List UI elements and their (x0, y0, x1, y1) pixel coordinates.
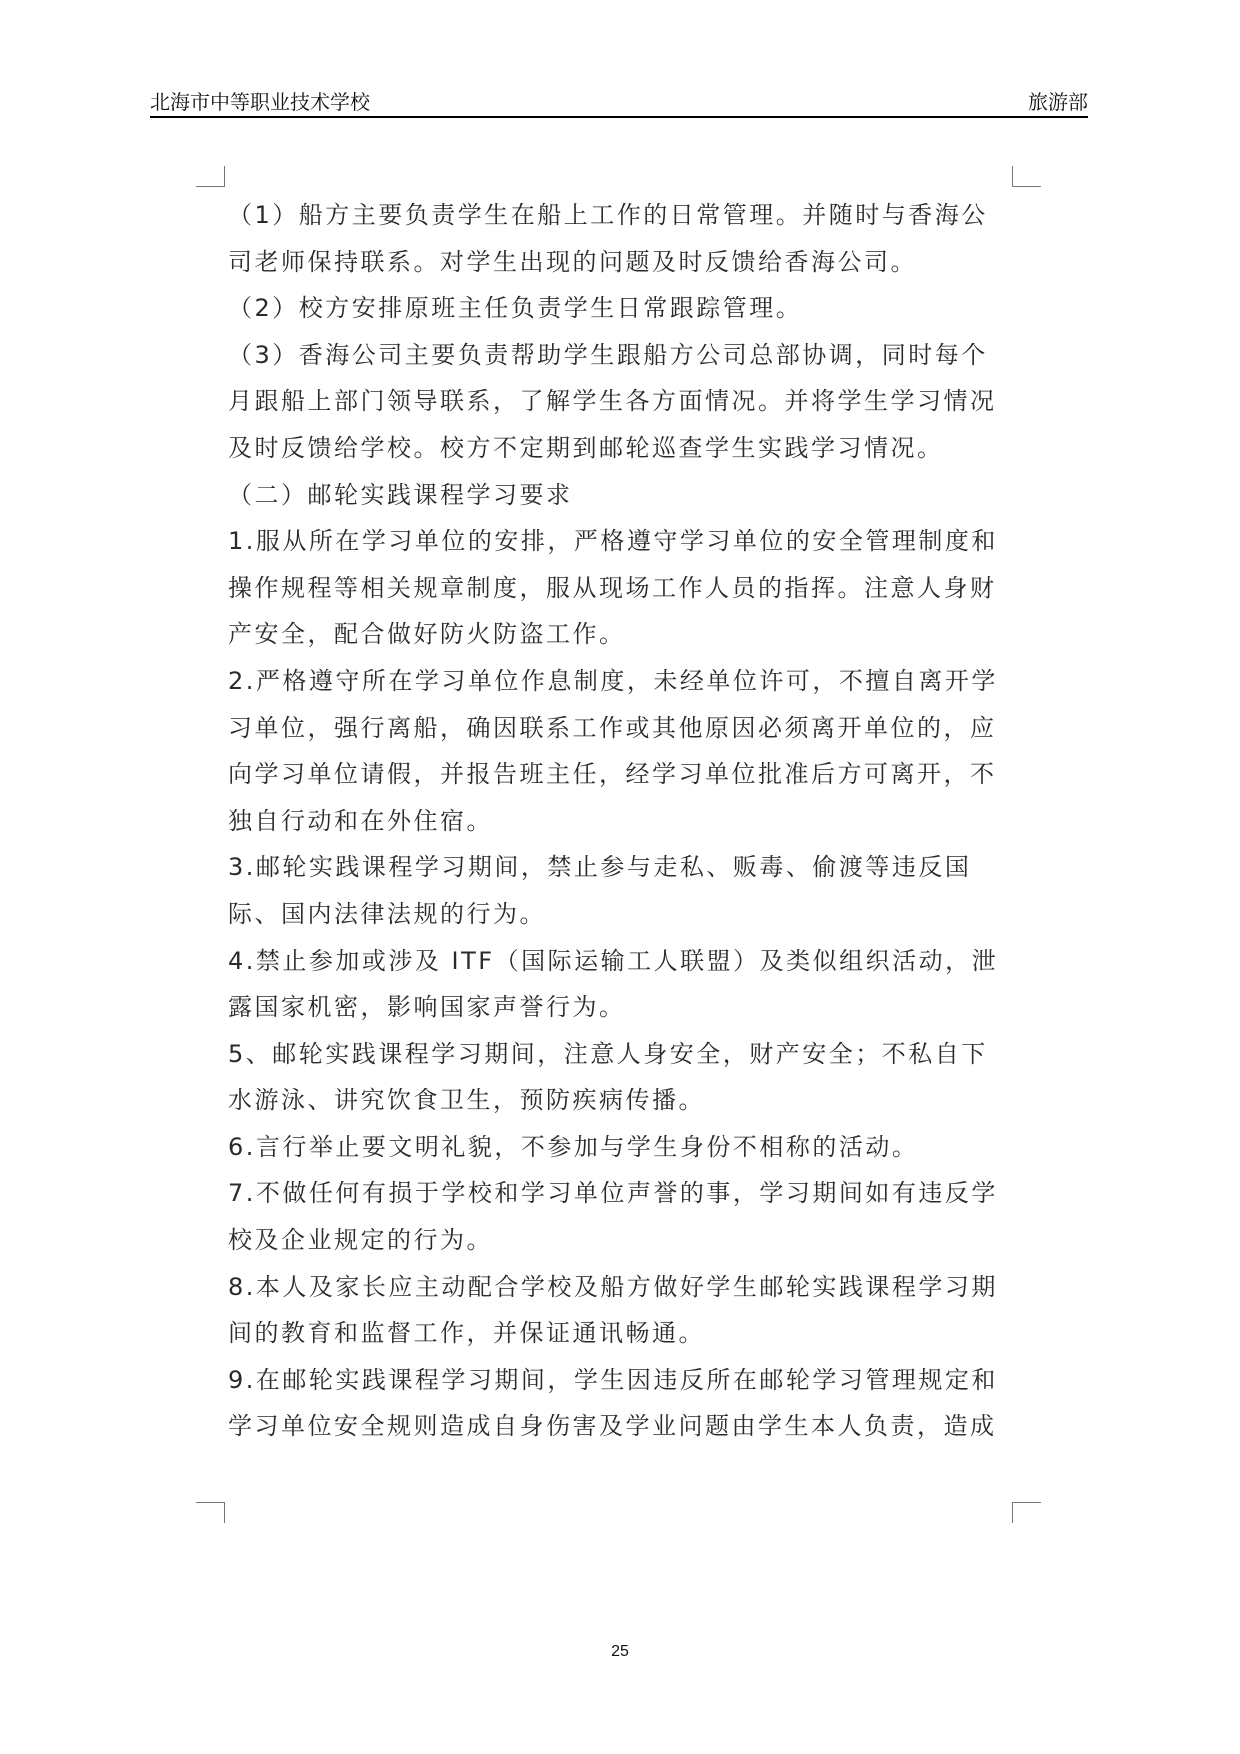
crop-mark-bottom-right (1012, 1502, 1041, 1523)
school-name: 北海市中等职业技术学校 (150, 90, 370, 114)
header-divider (150, 116, 1088, 118)
crop-mark-bottom-left (196, 1502, 225, 1523)
page-number: 25 (611, 1643, 629, 1660)
paragraph: 1.服从所在学习单位的安排，严格遵守学习单位的安全管理制度和操作规程等相关规章制度，服从现场工作人员的指挥。注意人身财产安全，配合做好防火防盗工作。 (228, 527, 998, 649)
paragraph: 3.邮轮实践课程学习期间，禁止参与走私、贩毒、偷渡等违反国际、国内法律法规的行为。 (228, 853, 972, 928)
paragraph: （2）校方安排原班主任负责学生日常跟踪管理。 (228, 294, 803, 323)
paragraph: （1）船方主要负责学生在船上工作的日常管理。并随时与香海公司老师保持联系。对学生出现的问题及时反馈给香海公司。 (228, 201, 988, 276)
paragraph: 8.本人及家长应主动配合学校及船方做好学生邮轮实践课程学习期间的教育和监督工作，并保证通讯畅通。 (228, 1272, 998, 1348)
paragraph: 4.禁止参加或涉及 ITF（国际运输工人联盟）及类似组织活动，泄露国家机密，影响国家声誉行为。 (228, 946, 999, 1022)
crop-mark-top-left (196, 166, 225, 187)
paragraph: 2.严格遵守所在学习单位作息制度，未经单位许可，不擅自离开学习单位，强行离船，确因联系工作或其他原因必须离开单位的，应向学习单位请假，并报告班主任，经学习单位批准后方可离开，不独自行动和在外住宿。 (228, 666, 998, 835)
paragraph: 9.在邮轮实践课程学习期间，学生因违反所在邮轮学习管理规定和学习单位安全规则造成自身伤害及学业问题由学生本人负责，造成 (228, 1365, 998, 1441)
department-name: 旅游部 (1028, 90, 1088, 114)
paragraph: （3）香海公司主要负责帮助学生跟船方公司总部协调，同时每个月跟船上部门领导联系，了解学生各方面情况。并将学生学习情况及时反馈给学校。校方不定期到邮轮巡查学生实践学习情况。 (228, 340, 997, 462)
paragraph: 5、邮轮实践课程学习期间，注意人身安全，财产安全；不私自下水游泳、讲究饮食卫生，预防疾病传播。 (228, 1039, 988, 1115)
page-header (150, 86, 1088, 116)
paragraph: 6.言行举止要文明礼貌，不参加与学生身份不相称的活动。 (228, 1132, 919, 1161)
crop-mark-top-right (1012, 166, 1041, 187)
section-heading: （二）邮轮实践课程学习要求 (228, 480, 573, 509)
document-body (228, 192, 1012, 1450)
paragraph: 7.不做任何有损于学校和学习单位声誉的事，学习期间如有违反学校及企业规定的行为。 (228, 1179, 998, 1255)
